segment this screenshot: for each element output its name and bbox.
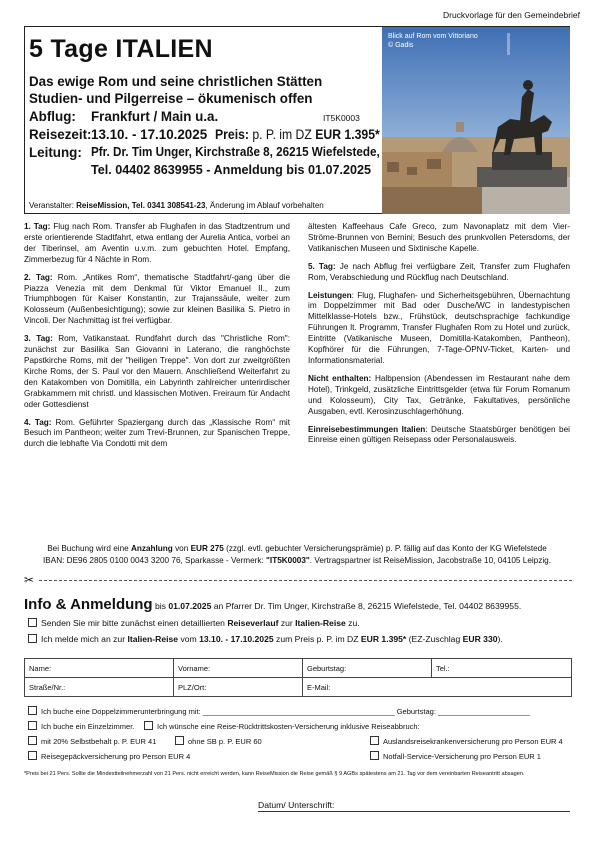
trip-code: IT5K0003 — [323, 113, 360, 123]
booking-line-1-post: (zzgl. evtl. gebuchter Versicherungsprämie) p. P. fällig auf das Konto der KG Wiefelstede — [223, 544, 547, 553]
departure-row — [29, 109, 76, 124]
opt2-mid3: (EZ-Zuschlag — [406, 634, 463, 644]
booking-amount: EUR 275 — [190, 544, 224, 553]
top-note: Druckvorlage für den Gemeindebrief — [442, 10, 580, 20]
luggage-insurance-label: Reisegepäckversicherung pro Person EUR 4 — [41, 752, 191, 761]
health-insurance-label: Auslandsreisekrankenversicherung pro Person EUR 4 — [383, 737, 563, 746]
opt2-pre: Ich melde mich an zur — [41, 634, 128, 644]
signature-line[interactable]: Datum/ Unterschrift: — [258, 800, 570, 812]
header-box — [24, 26, 570, 214]
without-deductible-label: ohne SB p. P. EUR 60 — [188, 737, 262, 746]
day-3-text: Rom, Vatikanstaat. Rundfahrt durch das "Christliche Rom": zunächst zur Basilika San Giovanni in Laterano, die ranghöchste Papstkirche Roms, mit der "heiligen Treppe". Von dort zur zweitgrößten Kirche Roms, der S. Paul vor den Mauern. Anschließend Weiterfahrt zu den Katakomben von Domitilla, ein Labyrinth zahlreicher unterirdischer Grabkammern mit christl. und klassischen Motiven. Freiraum für Andacht oder Gottesdienst — [24, 334, 290, 409]
photo-caption — [388, 32, 478, 50]
day-2-label: 2. Tag: — [24, 272, 53, 282]
booking-ref: "IT5K0003" — [266, 555, 310, 565]
photo-caption-1: Blick auf Rom vom Vittoriano — [388, 33, 478, 40]
cut-line — [24, 580, 572, 581]
entry-text: : Deutsche Staatsbürger benötigen bei Einreise einen gültigen Reisepass oder Personalausweis. — [308, 424, 570, 445]
departure-value: Frankfurt / Main u.a. — [91, 109, 219, 124]
phone-field[interactable]: Tel.: — [432, 659, 572, 678]
footnote: *Preis bei 21 Pers. Sollte die Mindestteilnehmerzahl von 21 Pers. nicht erreicht werden, kann ReiseMission die Reise gemäß § 9 AGBs spätestens am 21. Tag vor dem vereinbarten Reiseantritt absagen. — [24, 771, 525, 777]
option-emergency-insurance[interactable] — [370, 751, 541, 761]
organizer-value: ReiseMission, Tel. 0341 308541-23 — [76, 201, 206, 210]
checkbox-health-insurance[interactable] — [370, 736, 379, 745]
info-text-pre: bis — [152, 601, 169, 611]
checkbox-double-room[interactable] — [28, 706, 37, 715]
day-3-label: 3. Tag: — [24, 334, 53, 344]
departure-label: Abflug: — [29, 109, 76, 124]
option-insurance[interactable] — [144, 721, 420, 731]
day-5-label: 5. Tag: — [308, 261, 336, 271]
photo-caption-2: © Gadis — [388, 42, 414, 49]
day-4-text-start: Rom. Geführter Spaziergang durch das „Klassische Rom“ mit Besuch im Pantheon; weiter zum Trevi-Brunnen, zur Spanischen Treppe, durch die lebhafte Via Condotti mit dem — [24, 417, 291, 449]
opt1-b2: Italien-Reise — [295, 618, 346, 628]
itinerary-column-left — [24, 222, 290, 457]
day-2-text: Rom. „Antikes Rom“, thematische Stadtfahrt/-gang über die Piazza Venezia mit dem Denkmal für Viktor Emanuel II., zum Triumphbogen für Kaiser Konstantin, zur Trajanssäule, weiter zum Kolosseum (Außenbesichtigung); sowie zur kleinen Basilika S. Pietro in Vincoli. Der Nachmittag ist frei verfügbar. — [24, 272, 291, 326]
booking-line-2-pre: IBAN: DE96 2805 0100 0043 3200 76, Sparkasse - Vermerk: — [43, 555, 267, 565]
checkbox-insurance[interactable] — [144, 721, 153, 730]
day-4-start — [24, 418, 290, 451]
booking-line-1 — [24, 543, 570, 555]
zip-city-field[interactable]: PLZ/Ort: — [174, 678, 303, 697]
checkbox-luggage-insurance[interactable] — [28, 751, 37, 760]
day-5 — [308, 262, 570, 284]
day-4-end — [308, 222, 570, 255]
page-title: 5 Tage ITALIEN — [29, 35, 213, 63]
option-double-room[interactable] — [28, 706, 530, 716]
day-1 — [24, 222, 290, 266]
street-field[interactable]: Straße/Nr.: — [25, 678, 174, 697]
option-luggage-insurance[interactable] — [28, 751, 190, 761]
lead-value-2: Tel. 04402 8639955 - Anmeldung bis 01.07.2025 — [91, 163, 372, 177]
entry-requirements — [308, 425, 570, 447]
day-2 — [24, 273, 290, 328]
opt2-b2: 13.10. - 17.10.2025 — [199, 634, 274, 644]
opt2-b1: Italien-Reise — [127, 634, 179, 644]
checkbox-emergency-insurance[interactable] — [370, 751, 379, 760]
not-included-label: Nicht enthalten: — [308, 373, 372, 383]
lead-label: Leitung: — [29, 145, 82, 160]
opt1-mid: zur — [278, 618, 296, 628]
info-heading — [24, 596, 521, 614]
checkbox-register[interactable] — [28, 634, 37, 643]
services — [308, 291, 570, 367]
opt2-b4: EUR 330 — [462, 634, 498, 644]
itinerary-column-right — [308, 222, 570, 453]
price-row — [215, 127, 380, 142]
checkbox-single-room[interactable] — [28, 721, 37, 730]
services-label: Leistungen — [308, 290, 352, 300]
organizer-line — [29, 201, 324, 210]
checkbox-send-itinerary[interactable] — [28, 618, 37, 627]
opt1-post: zu. — [345, 618, 360, 628]
organizer-suffix: , Änderung im Ablauf vorbehalten — [205, 201, 324, 210]
lead-value-1: Pfr. Dr. Tim Unger, Kirchstraße 8, 26215 Wiefelstede, — [91, 145, 380, 159]
day-4-label: 4. Tag: — [24, 417, 52, 427]
day-1-text: Flug nach Rom. Transfer ab Flughafen in das Stadtzentrum und erste orientierende Stadtfahrt, etwa entlang der Aurelia Antica, vorbei an der Tiberinsel, am Aventin u.v.m. zum gebuchten Hotel. Empfang, Zimmerbezug für 4 Nächte in Rom. — [24, 222, 290, 264]
period-label: Reisezeit: — [29, 127, 92, 142]
booking-deposit-label: Anzahlung — [130, 544, 173, 553]
day-3 — [24, 334, 290, 410]
rome-photo — [382, 27, 570, 214]
booking-mid: von — [172, 544, 191, 553]
not-included-text: Halbpension (Abendessen im Restaurant nahe dem Hotel), Trinkgeld, zusätzliche Eintrittsgelder (etwa für Forum Romanum und Kolosseum), City Tax, Getränke, Fakultatives, persönliche Ausgaben, evtl. Kerosinzuschlagerhöhung. — [308, 373, 570, 416]
opt2-b3: EUR 1.395* — [360, 634, 407, 644]
opt1-pre: Senden Sie mir bitte zunächst einen detaillierten — [41, 618, 228, 628]
double-room-label: Ich buche eine Doppelzimmerunterbringung mit: ______________________________________________ Geburtstag: ______________________ — [41, 707, 530, 716]
insurance-label: Ich wünsche eine Reise-Rücktrittskosten-Versicherung inklusive Reiseabbruch: — [157, 722, 420, 731]
birthday-field[interactable]: Geburtstag: — [303, 659, 432, 678]
booking-line-1-pre: Bei Buchung wird eine — [47, 544, 131, 553]
checkbox-without-deductible[interactable] — [175, 736, 184, 745]
not-included — [308, 374, 570, 418]
opt1-b1: Reiseverlauf — [227, 618, 279, 628]
option-send-itinerary[interactable] — [28, 618, 360, 628]
opt2-mid2: zum Preis p. P. im DZ — [273, 634, 361, 644]
scissors-icon: ✂ — [24, 573, 37, 587]
option-without-deductible[interactable] — [175, 736, 262, 746]
with-deductible-label: mit 20% Selbstbehalt p. P. EUR 41 — [41, 737, 157, 746]
day-5-text: Je nach Abflug frei verfügbare Zeit, Transfer zum Flughafen Rom, Verabschiedung und Rückflug nach Deutschland. — [308, 261, 571, 282]
organizer-prefix: Veranstalter: — [29, 201, 74, 210]
booking-line-2 — [24, 555, 570, 567]
booking-info — [24, 543, 570, 566]
info-deadline: 01.07.2025 — [168, 601, 212, 611]
registration-form — [24, 658, 572, 697]
email-field[interactable]: E-Mail: — [303, 678, 572, 697]
opt2-mid1: vom — [178, 634, 200, 644]
day-4-text-end: ältesten Kaffeehaus Cafe Greco, zum Navonaplatz mit dem Vier-Ströme-Brunnen von Bernini; Besuch des prunkvollen Petersdoms, der Vatikanischen Museen und Sixtinische Kapelle. — [308, 222, 570, 253]
entry-label: Einreisebestimmungen Italien — [308, 424, 426, 434]
info-text-post: an Pfarrer Dr. Tim Unger, Kirchstraße 8, 26215 Wiefelstede, Tel. 04402 8639955. — [211, 601, 522, 611]
services-text: : Flug, Flughafen- und Sicherheitsgebühren, Übernachtung im Doppelzimmer mit Bad oder Dusche/WC in landestypischen Mittelklasse-Hotels bzw., Frühstück, deutschsprachige fachkundige Führungen lt. Programm, Transfer Flughafen Rom zu Hotel und zurück, Eintritte (Vatikanische Museen, Domitilla-Katakomben, Pantheon), Kopfhörer für die Führungen, 7-Tage-ÖPNV-Ticket, Karten- und Informationsmaterial. — [308, 290, 570, 365]
single-room-label: Ich buche ein Einzelzimmer. — [41, 722, 135, 731]
option-register[interactable] — [28, 634, 503, 644]
checkbox-with-deductible[interactable] — [28, 736, 37, 745]
day-1-label: 1. Tag: — [24, 222, 51, 231]
subtitle-2: Studien- und Pilgerreise – ökumenisch offen — [29, 91, 313, 106]
price-value: EUR 1.395* — [315, 127, 380, 142]
opt2-post: ). — [497, 634, 503, 644]
option-with-deductible[interactable] — [28, 736, 156, 746]
booking-line-2-post: . Vertragspartner ist ReiseMission, Jacobstraße 10, 04105 Leipzig. — [309, 555, 551, 565]
price-prefix: p. P. im DZ — [252, 127, 312, 142]
rome-photo-image — [382, 27, 570, 214]
emergency-insurance-label: Notfall-Service-Versicherung pro Person EUR 1 — [383, 752, 541, 761]
option-health-insurance[interactable] — [370, 736, 563, 746]
option-single-room[interactable] — [28, 721, 134, 731]
vorname-field[interactable]: Vorname: — [174, 659, 303, 678]
price-label: Preis: — [215, 127, 249, 142]
period-value: 13.10. - 17.10.2025 — [91, 127, 208, 142]
info-title: Info & Anmeldung — [24, 596, 153, 613]
name-field[interactable]: Name: — [25, 659, 174, 678]
subtitle-1: Das ewige Rom und seine christlichen Stätten — [29, 74, 323, 89]
